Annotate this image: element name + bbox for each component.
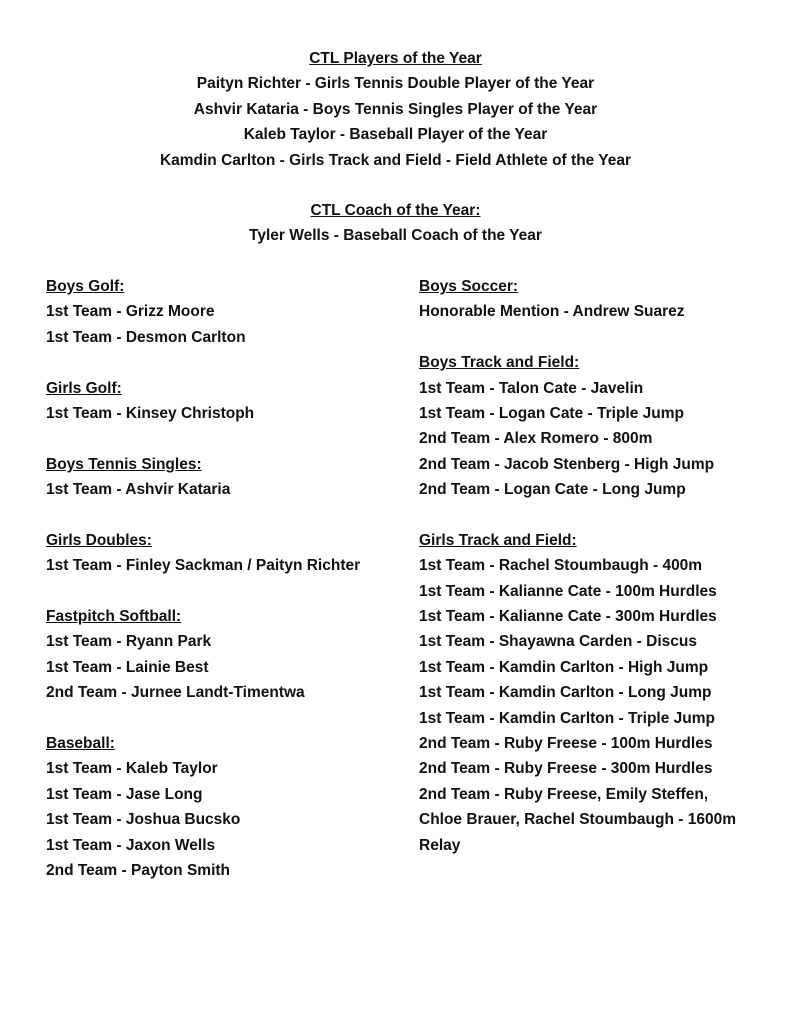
list-item: 1st Team - Shayawna Carden - Discus bbox=[419, 633, 697, 651]
list-item: 1st Team - Jase Long bbox=[46, 785, 203, 803]
section-heading: Girls Track and Field: bbox=[419, 531, 577, 549]
section-boys-golf bbox=[46, 274, 406, 350]
list-item: 1st Team - Kaleb Taylor bbox=[46, 760, 218, 778]
list-item: 2nd Team - Jurnee Landt-Timentwa bbox=[46, 684, 305, 702]
list-item: 2nd Team - Logan Cate - Long Jump bbox=[419, 481, 686, 499]
list-item: Honorable Mention - Andrew Suarez bbox=[419, 303, 685, 321]
list-item: 1st Team - Kamdin Carlton - Triple Jump bbox=[419, 709, 715, 727]
award-line: Tyler Wells - Baseball Coach of the Year bbox=[249, 227, 542, 245]
list-item: Relay bbox=[419, 836, 461, 854]
list-item: 1st Team - Grizz Moore bbox=[46, 303, 215, 321]
section-girls-golf bbox=[46, 376, 406, 427]
list-item: 2nd Team - Ruby Freese, Emily Steffen, bbox=[419, 785, 709, 803]
section-boys-track-and-field bbox=[419, 350, 779, 502]
section-spacer bbox=[46, 350, 406, 375]
section-spacer bbox=[46, 503, 406, 528]
section-heading: Boys Soccer: bbox=[419, 278, 519, 295]
list-item: 1st Team - Joshua Bucsko bbox=[46, 811, 241, 829]
list-item: 2nd Team - Ruby Freese - 100m Hurdles bbox=[419, 735, 713, 753]
list-item: 1st Team - Talon Cate - Javelin bbox=[419, 379, 644, 397]
award-line: Kamdin Carlton - Girls Track and Field - Field Athlete of the Year bbox=[159, 151, 632, 169]
section-girls-track-and-field bbox=[419, 528, 779, 858]
list-item: 2nd Team - Jacob Stenberg - High Jump bbox=[419, 455, 715, 473]
left-column bbox=[46, 274, 406, 883]
list-item: 2nd Team - Ruby Freese - 300m Hurdles bbox=[419, 760, 713, 778]
section-girls-doubles bbox=[46, 528, 406, 579]
section-spacer bbox=[419, 325, 779, 350]
list-item: 1st Team - Ryann Park bbox=[46, 633, 212, 651]
list-item: 1st Team - Finley Sackman / Paityn Richter bbox=[46, 557, 361, 575]
players-of-year-heading: CTL Players of the Year bbox=[309, 50, 482, 67]
section-heading: Boys Tennis Singles: bbox=[46, 455, 202, 473]
list-item: 1st Team - Kalianne Cate - 100m Hurdles bbox=[419, 582, 717, 600]
list-item: 1st Team - Kalianne Cate - 300m Hurdles bbox=[419, 608, 717, 626]
section-heading: Girls Doubles: bbox=[46, 531, 152, 549]
section-heading: Fastpitch Softball: bbox=[46, 608, 182, 626]
section-heading: Baseball: bbox=[46, 735, 115, 753]
list-item: 1st Team - Kinsey Christoph bbox=[46, 404, 255, 422]
list-item: Chloe Brauer, Rachel Stoumbaugh - 1600m bbox=[419, 811, 736, 829]
coach-of-year-section bbox=[0, 198, 791, 249]
section-fastpitch-softball bbox=[46, 604, 406, 706]
list-item: 1st Team - Jaxon Wells bbox=[46, 836, 216, 854]
section-baseball bbox=[46, 731, 406, 883]
section-spacer bbox=[419, 503, 779, 528]
list-item: 2nd Team - Alex Romero - 800m bbox=[419, 430, 653, 448]
list-item: 1st Team - Kamdin Carlton - High Jump bbox=[419, 658, 709, 676]
list-item: 1st Team - Desmon Carlton bbox=[46, 328, 246, 346]
list-item: 1st Team - Lainie Best bbox=[46, 658, 209, 676]
right-column bbox=[419, 274, 779, 858]
coach-of-year-heading: CTL Coach of the Year: bbox=[310, 202, 481, 219]
award-line: Ashvir Kataria - Boys Tennis Singles Player of the Year bbox=[193, 100, 598, 118]
list-item: 1st Team - Logan Cate - Triple Jump bbox=[419, 404, 684, 422]
list-item: 2nd Team - Payton Smith bbox=[46, 861, 231, 879]
section-heading: Girls Golf: bbox=[46, 379, 122, 397]
players-of-year-section bbox=[0, 46, 791, 173]
section-heading: Boys Golf: bbox=[46, 278, 125, 295]
section-spacer bbox=[46, 706, 406, 731]
section-boys-soccer bbox=[419, 274, 779, 325]
award-line: Kaleb Taylor - Baseball Player of the Year bbox=[243, 126, 548, 144]
section-heading: Boys Track and Field: bbox=[419, 354, 580, 372]
section-boys-tennis-singles bbox=[46, 452, 406, 503]
award-line: Paityn Richter - Girls Tennis Double Player of the Year bbox=[196, 75, 595, 93]
section-spacer bbox=[46, 579, 406, 604]
section-spacer bbox=[46, 426, 406, 451]
list-item: 1st Team - Ashvir Kataria bbox=[46, 481, 231, 499]
list-item: 1st Team - Kamdin Carlton - Long Jump bbox=[419, 684, 712, 702]
list-item: 1st Team - Rachel Stoumbaugh - 400m bbox=[419, 557, 703, 575]
